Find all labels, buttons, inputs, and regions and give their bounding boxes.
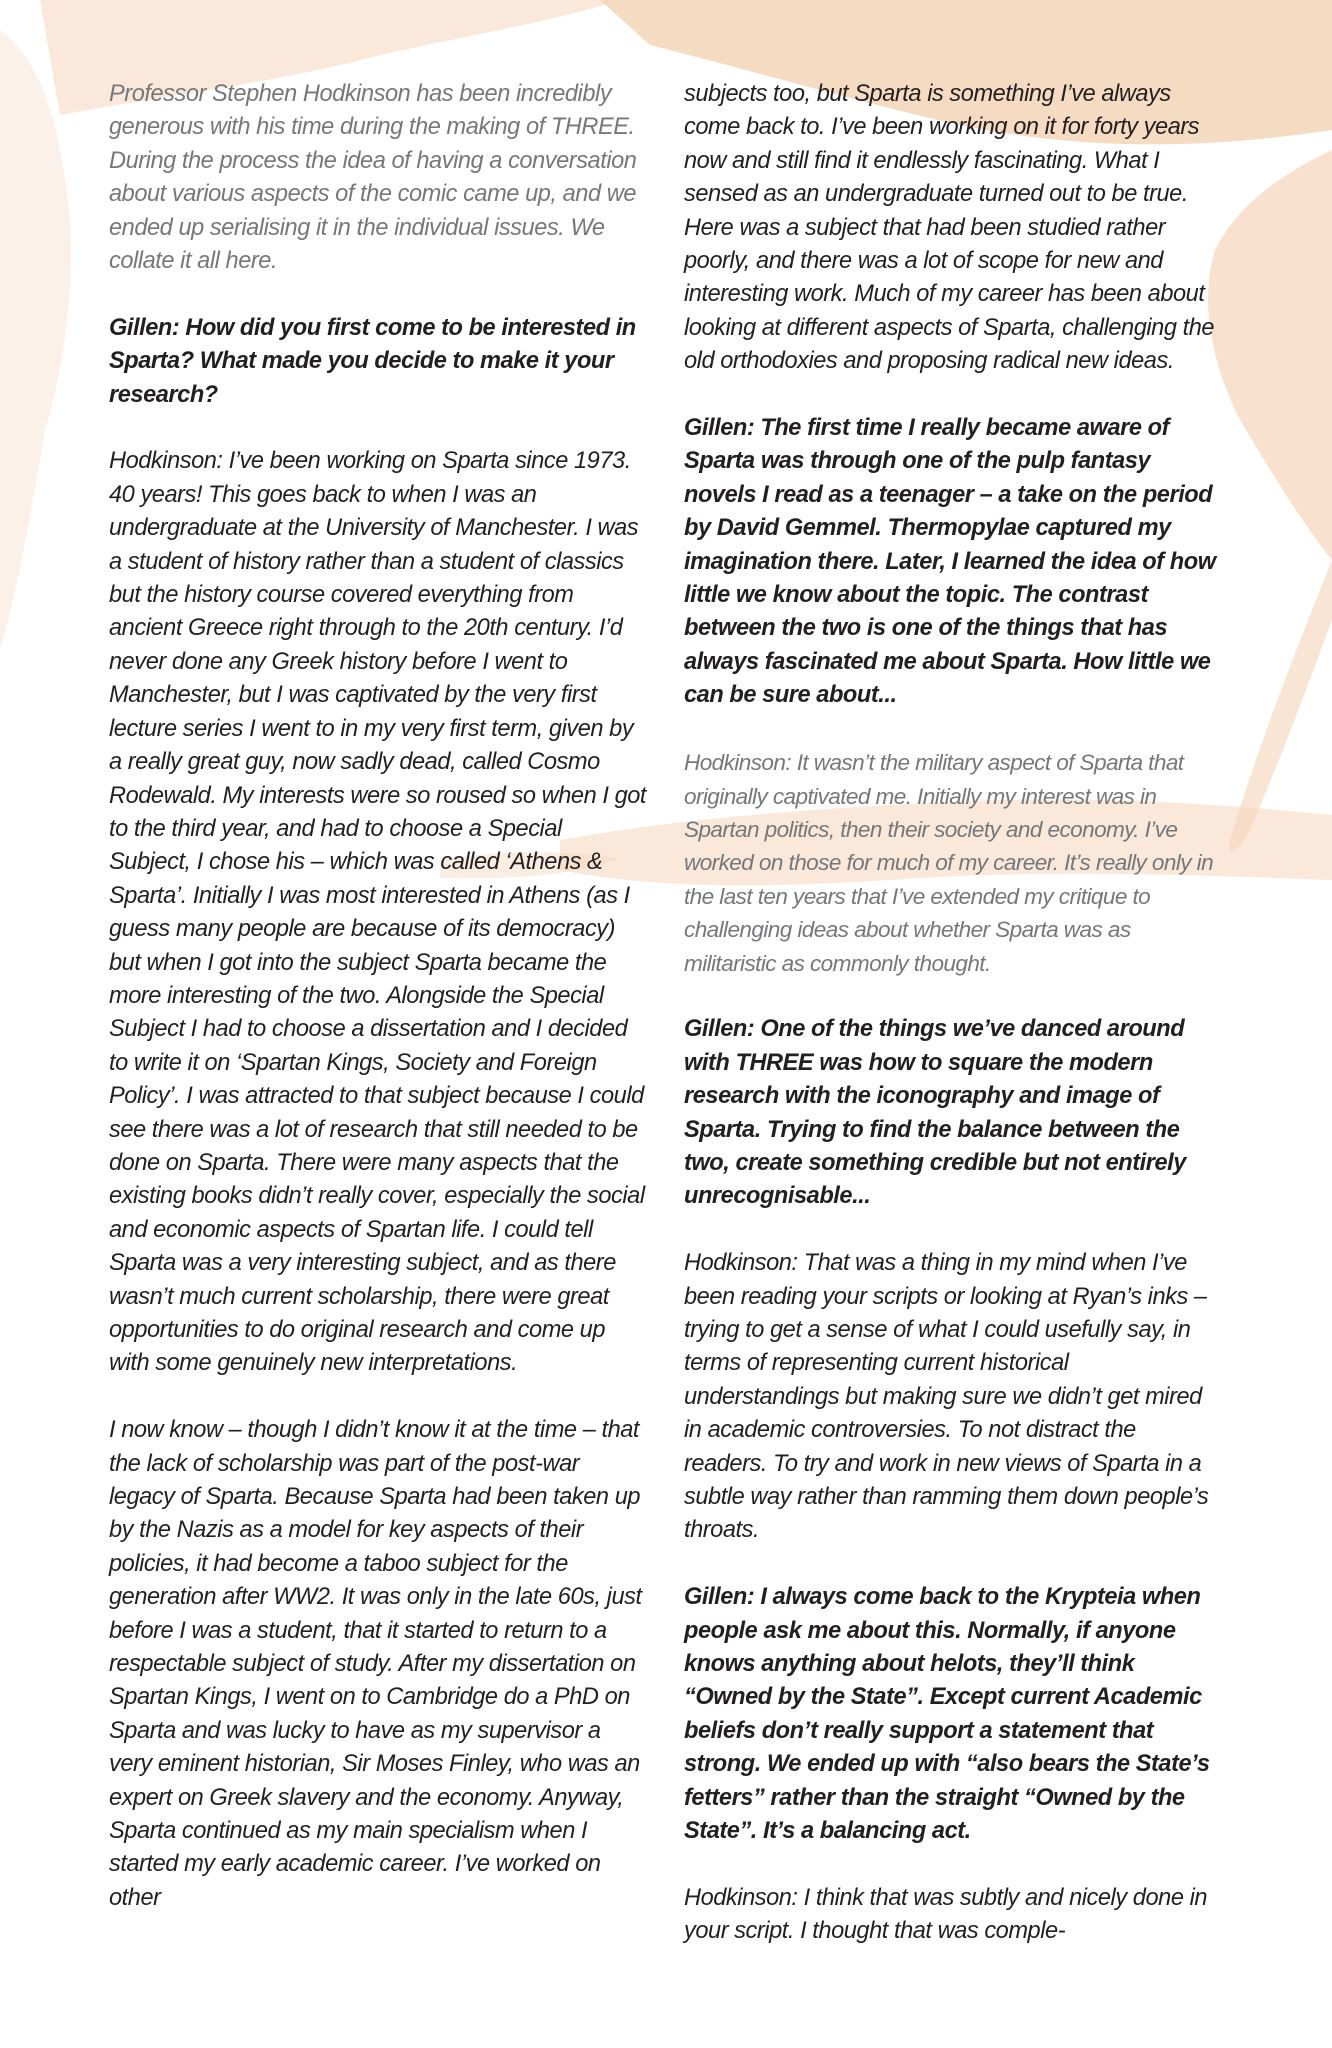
answer-2: Hodkinson: It wasn’t the military aspect of Sparta that originally captivated me. Initially my interest was in Spartan politics, then their society and economy. I’ve worked on those for much of my career. It’s really only in the last ten years that I’ve extended my critique to challenging ideas about whether Sparta was as militaristic as commonly thought. <box>684 750 1214 976</box>
question-1: Gillen: How did you first come to be interested in Sparta? What made you decide to make it your research? <box>109 314 636 408</box>
answer-1: Hodkinson: I’ve been working on Sparta since 1973. 40 years! This goes back to when I was an undergraduate at the University of Manchester. I was a student of history rather than a student of classics but the history course covered everything from ancient Greece right through to the 20th century. I’d never done any Greek history before I went to Manchester, but I was captivated by the very first lecture series I went to in my very first term, given by a really great guy, now sadly dead, called Cosmo Rodewald. My interests were so roused so when I got to the third year, and had to choose a Special Subject, I chose his – which was called ‘Athens & Sparta’. Initially I was most interested in Athens (as I guess many people are because of its democracy) but when I got into the subject Sparta became the more interesting of the two. Alongside the Special Subject I had to choose a dissertation and I decided to write it on ‘Spartan Kings, Society and Foreign Policy’. I was attracted to that subject because I could see there was a lot of research that still needed to be done on Sparta. There were many aspects that the existing books didn’t really cover, especially the social and economic aspects of Spartan life. I could tell Sparta was a very interesting subject, and as there wasn’t much current scholarship, there were great opportunities to do original research and come up with some genuinely new interpretations. <box>109 448 647 1377</box>
answer-1-end: subjects too, but Sparta is something I’ve always come back to. I’ve been working on it for forty years now and still find it endlessly fascinating. What I sensed as an undergraduate turned out to be true. Here was a subject that had been studied rather poorly, and there was a lot of scope for new and interesting work. Much of my career has been about looking at different aspects of Sparta, challenging the old orthodoxies and proposing radical new ideas. <box>684 81 1215 375</box>
question-4: Gillen: I always come back to the Krypteia when people ask me about this. Normally, if anyone knows anything about helots, they’ll think “Owned by the State”. Except current Academic beliefs don’t really support a statement that strong. We ended up with “also bears the State’s fetters” rather than the straight “Owned by the State”. It’s a balancing act. <box>684 1584 1210 1845</box>
intro-paragraph: Professor Stephen Hodkinson has been incredibly generous with his time during the making of THREE. During the process the idea of having a conversation about various aspects of the comic came up, and we ended up serialising it in the individual issues. We collate it all here. <box>109 81 637 275</box>
question-3: Gillen: One of the things we’ve danced around with THREE was how to square the modern research with the iconography and image of Sparta. Trying to find the balance between the two, create something credible but not entirely unrecognisable... <box>684 1016 1186 1210</box>
answer-1-continued: I now know – though I didn’t know it at the time – that the lack of scholarship was part of the post-war legacy of Sparta. Because Sparta had been taken up by the Nazis as a model for key aspects of their policies, it had become a taboo subject for the generation after WW2. It was only in the late 60s, just before I was a student, that it started to return to a respectable subject of study. After my dissertation on Spartan Kings, I went on to Cambridge do a PhD on Sparta and was lucky to have as my supervisor a very eminent historian, Sir Moses Finley, who was an expert on Greek slavery and the economy. Anyway, Sparta continued as my main specialism when I started my early academic career. I’ve worked on other <box>109 1417 642 1911</box>
right-column <box>684 78 1224 1949</box>
question-2: Gillen: The first time I really became aware of Sparta was through one of the pulp fantasy novels I read as a teenager – a take on the period by David Gemmel. Thermopylae captured my imagination there. Later, I learned the idea of how little we know about the topic. The contrast between the two is one of the things that has always fascinated me about Sparta. How little we can be sure about... <box>684 415 1216 709</box>
left-column <box>109 78 649 1915</box>
answer-3: Hodkinson: That was a thing in my mind when I’ve been reading your scripts or looking at Ryan’s inks – trying to get a sense of what I could usefully say, in terms of representing current historical understandings but making sure we didn’t get mired in academic controversies. To not distract the readers. To try and work in new views of Sparta in a subtle way rather than ramming them down people’s throats. <box>684 1250 1209 1544</box>
answer-4: Hodkinson: I think that was subtly and nicely done in your script. I thought that was comple- <box>684 1884 1208 1945</box>
